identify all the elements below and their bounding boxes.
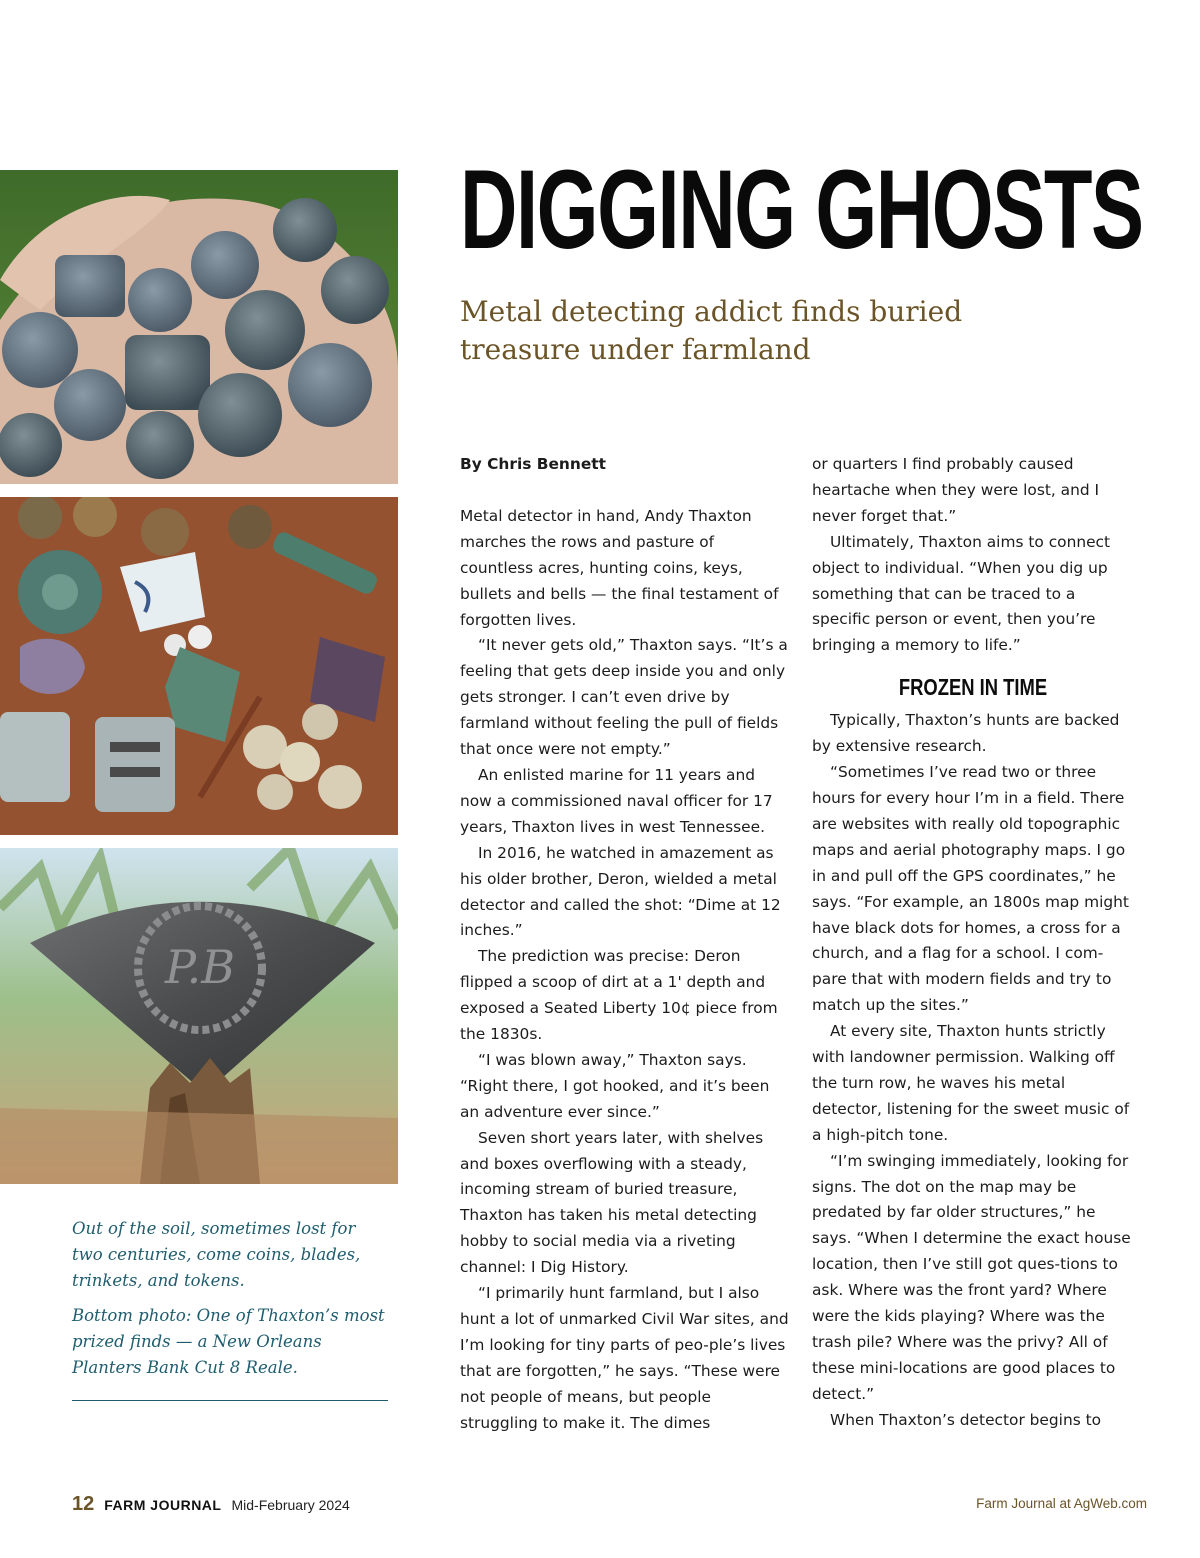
- paragraph: Seven short years later, with shelves and boxes overflowing with a steady, incoming stream of buried treasure, Thaxton has taken his metal detecting hobby to social media via a riveting channel: I Dig History.: [460, 1128, 764, 1277]
- byline: By Chris Bennett: [460, 455, 606, 473]
- section-subhead: FROZEN IN TIME: [898, 674, 1048, 701]
- paragraph: Typically, Thaxton’s hunts are backed by extensive research.: [812, 711, 1120, 756]
- photo-coins-in-hand: [0, 170, 398, 484]
- paragraph: “I’m swinging immediately, looking for signs. The dot on the map may be predated by far older structures,” he says. “When I determine the exact house location, then I’ve still got ques-tions to ask. Where was the front yard? Where were the kids playing? Where was the trash pile? Where was the privy? All of these mini-locations are good places to detect.”: [812, 1151, 1131, 1403]
- issue-date: Mid-February 2024: [231, 1497, 350, 1513]
- photo-relics-on-table: [0, 497, 398, 835]
- photo-cut-8-reale-token: [0, 848, 398, 1184]
- paragraph: Metal detector in hand, Andy Thaxton marches the rows and pasture of countless acres, hunting coins, keys, bullets and bells — the final testament of forgotten lives.: [460, 506, 779, 629]
- paragraph: “Sometimes I’ve read two or three hours for every hour I’m in a field. There are websites with really old topographic maps and aerial photography maps. I go in and pull off the GPS coordinates,” he says. “For example, an 1800s map might have black dots for homes, a cross for a church, and a flag for a school. I com-pare that with modern fields and try to match up the sites.”: [812, 763, 1129, 1015]
- caption-line-1: Out of the soil, sometimes lost for two centuries, come coins, blades, trinkets, and tokens.: [72, 1219, 361, 1290]
- paragraph: When Thaxton’s detector begins to: [830, 1410, 1102, 1429]
- publication-name: FARM JOURNAL: [104, 1497, 222, 1513]
- caption-divider: [72, 1400, 388, 1401]
- page-footer-left: [72, 1493, 350, 1517]
- paragraph: At every site, Thaxton hunts strictly with landowner permission. Walking off the turn row, he waves his metal detector, listening for the sweet music of a high-pitch tone.: [812, 1022, 1130, 1144]
- paragraph: or quarters I find probably caused heartache when they were lost, and I never forget that.”: [812, 455, 1100, 525]
- article-deck: Metal detecting addict finds buried treasure under farmland: [460, 295, 963, 366]
- paragraph: The prediction was precise: Deron flipped a scoop of dirt at a 1' depth and exposed a Seated Liberty 10¢ piece from the 1830s.: [460, 947, 778, 1044]
- paragraph: “I primarily hunt farmland, but I also hunt a lot of unmarked Civil War sites, and I’m looking for tiny parts of peo-ple’s lives that are forgotten,” he says. “These were not people of means, but people struggling to make it. The dimes: [460, 1284, 789, 1432]
- paragraph: Ultimately, Thaxton aims to connect object to individual. “When you dig up something that can be traced to a specific person or event, then you’re bringing a memory to life.”: [812, 532, 1111, 655]
- caption-line-2: Bottom photo: One of Thaxton’s most prized finds — a New Orleans Planters Bank Cut 8 Reale.: [72, 1306, 385, 1377]
- article-headline: DIGGING GHOSTS: [460, 147, 1143, 272]
- token-monogram-text: P.B: [164, 940, 236, 994]
- page-number: 12: [72, 1493, 95, 1515]
- photo-caption: [72, 1216, 388, 1390]
- paragraph: “It never gets old,” Thaxton says. “It’s a feeling that gets deep inside you and only gets stronger. I can’t even drive by farmland without feeling the pull of fields that once were not empty.”: [460, 636, 788, 759]
- body-column-1: [460, 452, 790, 1437]
- website-credit: Farm Journal at AgWeb.com: [976, 1496, 1147, 1511]
- paragraph: In 2016, he watched in amazement as his older brother, Deron, wielded a metal detector and called the shot: “Dime at 12 inches.”: [460, 843, 781, 940]
- paragraph: “I was blown away,” Thaxton says. “Right there, I got hooked, and it’s been an adventure ever since.”: [460, 1050, 770, 1121]
- body-column-2: [812, 452, 1134, 1434]
- paragraph: An enlisted marine for 11 years and now a commissioned naval officer for 17 years, Thaxton lives in west Tennessee.: [460, 765, 773, 836]
